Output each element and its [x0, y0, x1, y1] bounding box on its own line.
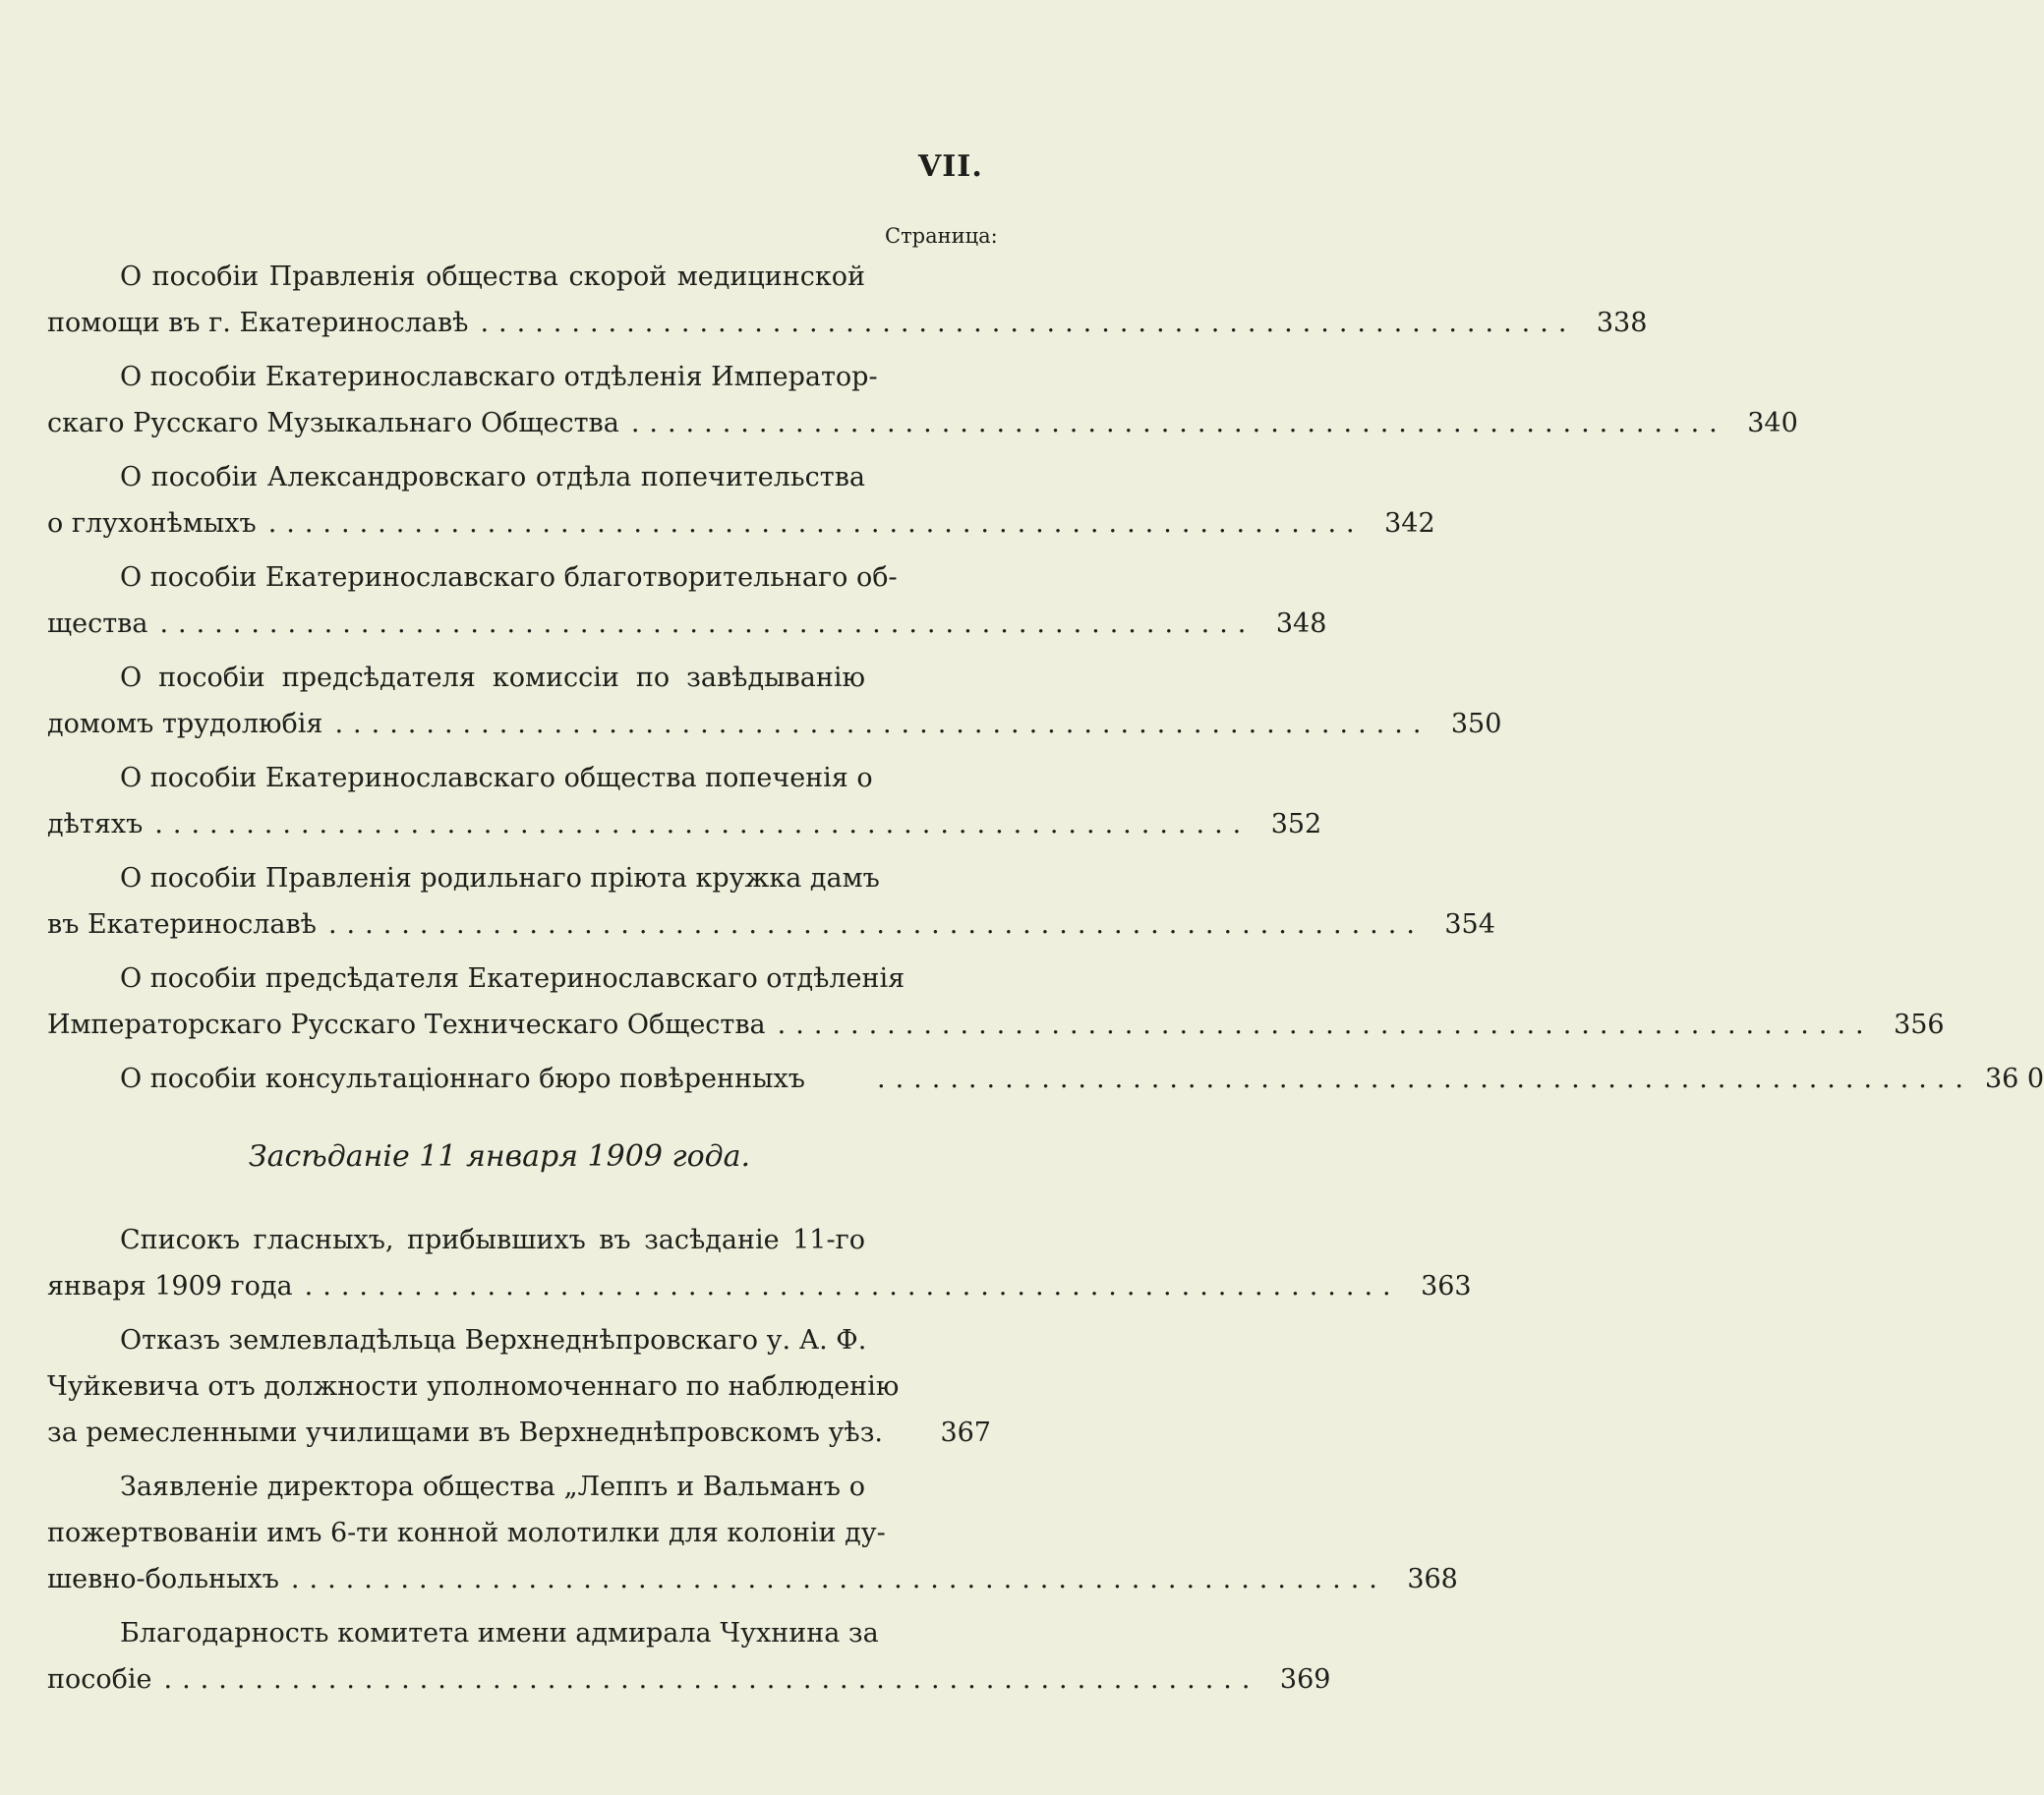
entry-group-b	[47, 1217, 1472, 1703]
entry-title-line: Заявленіе директора общества „Леппъ и Вальманъ о	[120, 1472, 865, 1502]
dot-leader: ............................................................	[163, 1664, 1260, 1695]
entry-title-line: января 1909 года	[47, 1271, 293, 1302]
entry-group-a	[47, 254, 2044, 1102]
entry-title-line: за ремесленными училищами въ Верхнеднѣпровскомъ уѣз.	[47, 1418, 884, 1448]
dot-leader: ............................................................	[159, 608, 1256, 639]
entry-title-line: О пособіи предсѣдателя Екатеринославскаго отдѣленія	[120, 963, 905, 994]
page-number: VII.	[918, 149, 983, 184]
page-ref: 342	[1384, 508, 1435, 539]
page-ref: 350	[1450, 709, 1502, 739]
page-ref: 352	[1270, 809, 1322, 840]
toc-entry[interactable]	[47, 755, 1322, 847]
dot-leader: ............................................................	[877, 1064, 1973, 1094]
dot-leader: ............................................................	[480, 308, 1577, 338]
entry-title-line: О пособіи консультаціоннаго бюро повѣренныхъ	[120, 1064, 805, 1094]
entry-title-line: пожертвованіи имъ 6-ти конной молотилки для колоніи ду-	[47, 1518, 886, 1548]
toc-entry[interactable]	[47, 1056, 2044, 1102]
page-ref: 367	[940, 1418, 991, 1448]
page-ref: 340	[1747, 408, 1798, 438]
page-ref: 369	[1279, 1664, 1331, 1695]
toc-entry[interactable]	[47, 955, 1945, 1048]
entry-title-line: дѣтяхъ	[47, 809, 144, 840]
entry-title-line: О пособіи Правленія родильнаго пріюта кружка дамъ	[120, 863, 880, 894]
page-ref: 338	[1596, 308, 1648, 338]
page-ref: 348	[1275, 608, 1327, 639]
entry-title-line: помощи въ г. Екатеринославѣ	[47, 308, 469, 338]
toc-entry[interactable]	[47, 354, 1798, 446]
page-ref: 368	[1407, 1564, 1458, 1594]
dot-leader: ............................................................	[154, 809, 1252, 840]
toc-entry[interactable]	[47, 1610, 1331, 1703]
entry-title-line: О пособіи Екатеринославскаго отдѣленія Император-	[120, 362, 878, 392]
table-of-contents	[47, 254, 2044, 1710]
toc-entry[interactable]	[47, 254, 1648, 346]
toc-entry[interactable]	[47, 1317, 991, 1456]
dot-leader: ............................................................	[327, 909, 1425, 940]
entry-title-line: въ Екатеринославѣ	[47, 909, 317, 940]
dot-leader: ............................................................	[290, 1564, 1387, 1594]
column-header: Страница:	[885, 224, 998, 248]
toc-entry[interactable]	[47, 454, 1435, 547]
entry-title-line: шевно-больныхъ	[47, 1564, 279, 1594]
entry-title-line: Императорскаго Русскаго Техническаго Общества	[47, 1010, 766, 1040]
entry-title-line: Благодарность комитета имени адмирала Чухнина за	[120, 1618, 879, 1649]
entry-title-line: скаго Русскаго Музыкальнаго Общества	[47, 408, 619, 438]
page-ref: 354	[1444, 909, 1495, 940]
dot-leader: ............................................................	[267, 508, 1365, 539]
entry-title-line: Списокъ гласныхъ, прибывшихъ въ засѣданіе 11-го	[120, 1225, 865, 1255]
entry-title-line: Отказъ землевладѣльца Верхнеднѣпровскаго у. А. Ф.	[120, 1325, 867, 1356]
entry-title-line: О пособіи Екатеринославскаго благотворительнаго об-	[120, 562, 898, 593]
toc-entry[interactable]	[47, 855, 1495, 948]
dot-leader: ............................................................	[777, 1010, 1874, 1040]
page-ref: 356	[1894, 1010, 1945, 1040]
entry-title-line: Чуйкевича отъ должности уполномоченнаго по наблюденію	[47, 1371, 900, 1402]
toc-entry[interactable]	[47, 655, 1502, 747]
section-heading: Засѣданіе 11 января 1909 года.	[248, 1139, 751, 1174]
entry-title-line: щества	[47, 608, 148, 639]
page-ref: 36 0	[1984, 1064, 2044, 1094]
entry-title-line: О пособіи Александровскаго отдѣла попечительства	[120, 462, 865, 492]
page-ref: 363	[1421, 1271, 1472, 1302]
toc-entry[interactable]	[47, 1464, 1458, 1602]
toc-entry[interactable]	[47, 554, 1327, 647]
dot-leader: ............................................................	[630, 408, 1727, 438]
dot-leader: ............................................................	[304, 1271, 1401, 1302]
dot-leader: ............................................................	[334, 709, 1431, 739]
entry-title-line: О пособіи Правленія общества скорой медицинской	[120, 261, 865, 292]
entry-title-line: О пособіи предсѣдателя комиссіи по завѣдыванію	[120, 663, 865, 693]
entry-title-line: домомъ трудолюбія	[47, 709, 323, 739]
entry-title-line: о глухонѣмыхъ	[47, 508, 257, 539]
toc-entry[interactable]	[47, 1217, 1472, 1309]
entry-title-line: О пособіи Екатеринославскаго общества попеченія о	[120, 763, 873, 793]
entry-title-line: пособіе	[47, 1664, 152, 1695]
